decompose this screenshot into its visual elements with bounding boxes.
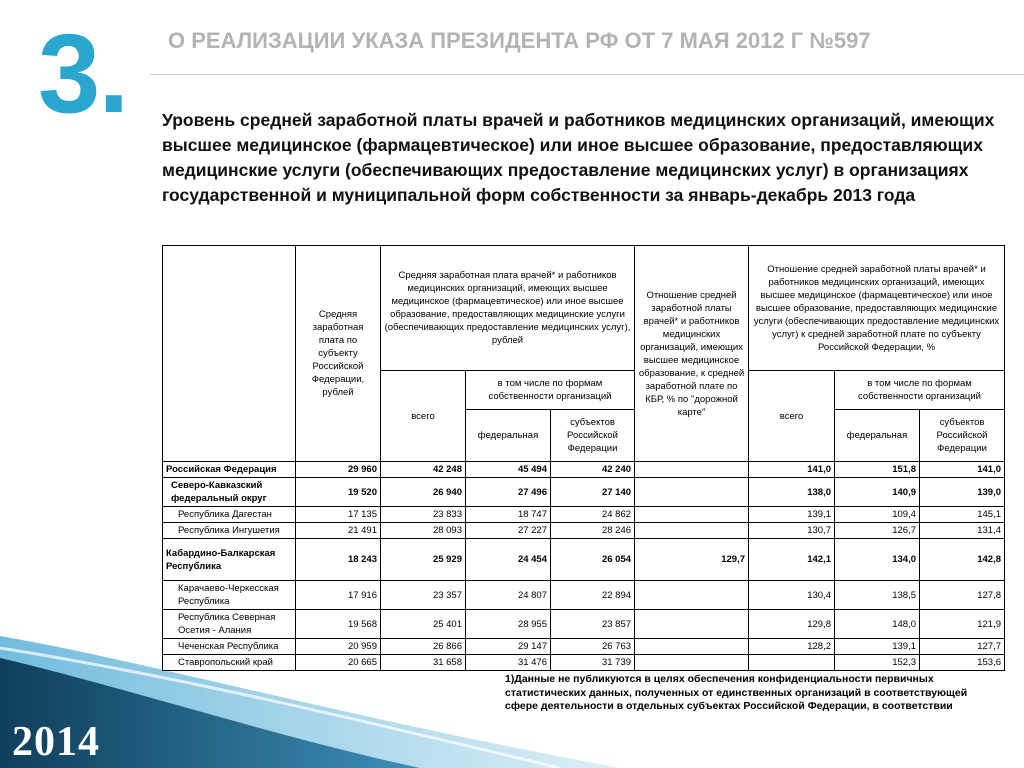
table-row (163, 507, 1005, 523)
region-name: Чеченская Республика (163, 639, 296, 655)
cell: 128,2 (749, 639, 835, 655)
cell: 141,0 (749, 462, 835, 478)
cell: 109,4 (835, 507, 920, 523)
cell: 23 833 (381, 507, 466, 523)
header-forms: в том числе по формам собственности организаций (466, 371, 635, 410)
cell: 127,7 (920, 639, 1005, 655)
region-name: Кабардино-Балкарская Республика (163, 539, 296, 581)
header-subjects: субъектов Российской Федерации (551, 410, 635, 462)
cell: 42 240 (551, 462, 635, 478)
header-total-2: всего (749, 371, 835, 462)
region-name: Республика Ингушетия (163, 523, 296, 539)
cell (635, 507, 749, 523)
cell: 141,0 (920, 462, 1005, 478)
cell: 126,7 (835, 523, 920, 539)
cell: 131,4 (920, 523, 1005, 539)
header-divider (150, 74, 1024, 75)
region-name: Республика Северная Осетия - Алания (163, 610, 296, 639)
cell: 153,6 (920, 655, 1005, 671)
cell (635, 655, 749, 671)
cell: 27 227 (466, 523, 551, 539)
cell: 130,4 (749, 581, 835, 610)
cell: 127,8 (920, 581, 1005, 610)
cell: 29 147 (466, 639, 551, 655)
cell: 29 960 (296, 462, 381, 478)
table-row (163, 523, 1005, 539)
header-title: О РЕАЛИЗАЦИИ УКАЗА ПРЕЗИДЕНТА РФ ОТ 7 МАЯ 2012 Г №597 (168, 28, 871, 53)
header-col2-group: Средняя заработная плата врачей* и работников медицинских организаций, имеющих высшее медицинское (фармацевтическое) или иное высшее образование, предоставляющих медицинские услуги (обеспечивающих предоставление медицинских услуг), рублей (381, 246, 635, 371)
cell: 19 520 (296, 478, 381, 507)
header-region (163, 246, 296, 462)
cell: 139,1 (749, 507, 835, 523)
cell: 20 665 (296, 655, 381, 671)
cell: 139,0 (920, 478, 1005, 507)
header-federal: федеральная (466, 410, 551, 462)
cell: 142,1 (749, 539, 835, 581)
cell: 24 862 (551, 507, 635, 523)
cell: 130,7 (749, 523, 835, 539)
cell: 140,9 (835, 478, 920, 507)
cell (635, 581, 749, 610)
cell: 129,8 (749, 610, 835, 639)
table-row (163, 478, 1005, 507)
cell: 17 135 (296, 507, 381, 523)
cell: 31 476 (466, 655, 551, 671)
cell: 42 248 (381, 462, 466, 478)
table-row (163, 655, 1005, 671)
cell (635, 523, 749, 539)
cell: 31 739 (551, 655, 635, 671)
cell: 25 401 (381, 610, 466, 639)
cell: 31 658 (381, 655, 466, 671)
header-col3: Отношение средней заработной платы врачей* и работников медицинских организаций, имеющих высшее медицинское образование, к средней заработной плате по КБР, % по "дорожной карте" (635, 246, 749, 462)
cell (635, 639, 749, 655)
cell: 138,0 (749, 478, 835, 507)
cell: 45 494 (466, 462, 551, 478)
region-name: Северо-Кавказский федеральный округ (163, 478, 296, 507)
region-name: Российская Федерация (163, 462, 296, 478)
header-col4-group: Отношение средней заработной платы врачей* и работников медицинских организаций, имеющих высшее медицинское (фармацевтическое) или иное высшее образование, предоставляющих медицинские услуги (обеспечивающих предоставление медицинских услуг) к средней заработной плате по субъекту Российской Федерации, % (749, 246, 1005, 371)
cell: 139,1 (835, 639, 920, 655)
cell: 22 894 (551, 581, 635, 610)
cell: 28 955 (466, 610, 551, 639)
cell: 28 246 (551, 523, 635, 539)
cell: 17 916 (296, 581, 381, 610)
table-row (163, 581, 1005, 610)
cell (635, 610, 749, 639)
table-row (163, 539, 1005, 581)
table-row (163, 610, 1005, 639)
cell: 142,8 (920, 539, 1005, 581)
region-name: Ставропольский край (163, 655, 296, 671)
cell (749, 655, 835, 671)
cell: 20 959 (296, 639, 381, 655)
region-name: Карачаево-Черкесская Республика (163, 581, 296, 610)
cell: 152,3 (835, 655, 920, 671)
salary-table (162, 245, 1004, 671)
cell: 26 763 (551, 639, 635, 655)
footnote: 1)Данные не публикуются в целях обеспечения конфиденциальности первичных статистических данных, полученных от единственных организаций в соответствующей сфере деятельности в отдельных субъектах Российской Федерации, в соответствии (505, 673, 968, 712)
table-row (163, 639, 1005, 655)
header-total: всего (381, 371, 466, 462)
cell: 129,7 (635, 539, 749, 581)
cell (635, 462, 749, 478)
cell: 26 054 (551, 539, 635, 581)
table-row (163, 462, 1005, 478)
cell: 27 496 (466, 478, 551, 507)
cell: 21 491 (296, 523, 381, 539)
cell: 24 454 (466, 539, 551, 581)
cell: 121,9 (920, 610, 1005, 639)
cell: 138,5 (835, 581, 920, 610)
cell (635, 478, 749, 507)
cell: 18 747 (466, 507, 551, 523)
header-forms-2: в том числе по формам собственности организаций (835, 371, 1005, 410)
cell: 26 940 (381, 478, 466, 507)
slide-number: 3. (38, 11, 128, 136)
header-col1: Средняя заработная плата по субъекту Российской Федерации, рублей (296, 246, 381, 462)
year-label: 2014 (12, 719, 100, 765)
cell: 23 357 (381, 581, 466, 610)
cell: 145,1 (920, 507, 1005, 523)
cell: 23 857 (551, 610, 635, 639)
cell: 18 243 (296, 539, 381, 581)
region-name: Республика Дагестан (163, 507, 296, 523)
cell: 134,0 (835, 539, 920, 581)
cell: 27 140 (551, 478, 635, 507)
slide-subtitle: Уровень средней заработной платы врачей и работников медицинских организаций, имеющих высшее медицинское (фармацевтическое) или иное высшее образование, предоставляющих медицинские услуги (обеспечивающих предоставление медицинских услуг) в организациях государственной и муниципальной форм собственности за январь-декабрь 2013 года (162, 110, 995, 205)
cell: 148,0 (835, 610, 920, 639)
header-federal-2: федеральная (835, 410, 920, 462)
cell: 26 866 (381, 639, 466, 655)
cell: 25 929 (381, 539, 466, 581)
cell: 24 807 (466, 581, 551, 610)
cell: 151,8 (835, 462, 920, 478)
cell: 28 093 (381, 523, 466, 539)
header-subjects-2: субъектов Российской Федерации (920, 410, 1005, 462)
cell: 19 568 (296, 610, 381, 639)
